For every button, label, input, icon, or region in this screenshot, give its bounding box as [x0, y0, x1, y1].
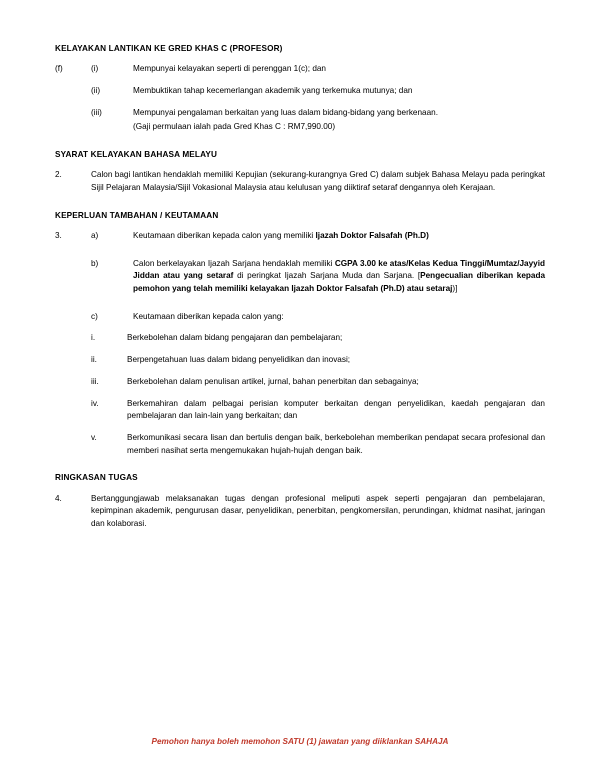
list-item-f-salary [55, 121, 545, 134]
list-marker-roman-i: i. [91, 333, 96, 343]
section-heading-gred-khas-c: KELAYAKAN LANTIKAN KE GRED KHAS C (PROFESOR) [55, 44, 283, 53]
section-heading-bahasa-melayu: SYARAT KELAYAKAN BAHASA MELAYU [55, 150, 218, 160]
clause-2 [55, 169, 545, 194]
list-marker-roman-iv: iv. [91, 398, 99, 408]
list-marker-iii: (iii) [91, 107, 102, 117]
footer-note: Pemohon hanya boleh memohon SATU (1) jawatan yang diiklankan SAHAJA [151, 737, 449, 746]
list-marker-c: c) [91, 311, 98, 321]
list-text-3c-v: Berkomunikasi secara lisan dan bertulis dengan baik, berkebolehan memberikan pendapat secara profesional dan memberi nasihat serta mengemukakan hujah-hujah dengan baik. [127, 433, 545, 455]
list-item-f-i [55, 63, 545, 76]
list-marker-f: (f) [55, 64, 63, 74]
clause-4 [55, 493, 545, 531]
list-marker-i: (i) [91, 64, 99, 74]
clause-text-3c: Keutamaan diberikan kepada calon yang: [133, 311, 284, 321]
clause-3b-text-1: Calon berkelayakan Ijazah Sarjana hendaklah memiliki [133, 258, 335, 268]
list-text-f-ii: Membuktikan tahap kecemerlangan akademik yang terkemuka mutunya; dan [133, 85, 413, 95]
clause-3a [55, 230, 545, 243]
list-marker-ii: (ii) [91, 85, 101, 95]
clause-3b-text-3: )] [452, 284, 458, 294]
clause-3a-text-1: Keutamaan diberikan kepada calon yang memiliki [133, 230, 316, 240]
clause-3b-bold-1: CGPA 3.00 ke atas/Kelas Kedua Tinggi/Mumtaz/Jayyid Jiddan atau yang setaraf [133, 258, 545, 281]
clause-text-3b [133, 258, 545, 296]
list-item-3c-iii [55, 376, 545, 389]
list-item-3c-iv [55, 398, 545, 423]
clause-number-4: 4. [55, 493, 62, 503]
clause-number-3: 3. [55, 230, 62, 240]
clause-3b-bold-2: Pengecualian diberikan kepada pemohon yang telah memiliki kelayakan Ijazah Doktor Falsafah (Ph.D) atau setaraj [133, 271, 546, 294]
clause-text-2: Calon bagi lantikan hendaklah memiliki Kepujian (sekurang-kurangnya Gred C) dalam subjek Bahasa Melayu pada peringkat Sijil Pelajaran Malaysia/Sijil Vokasional Malaysia atau kelulusan yang diiktiraf setaraf dengannya oleh Kerajaan. [91, 170, 545, 193]
list-item-3c-ii [55, 354, 545, 367]
list-item-3c-i [55, 332, 545, 345]
salary-note: (Gaji permulaan ialah pada Gred Khas C : RM7,990.00) [133, 122, 336, 132]
list-text-3c-iii: Berkebolehan dalam penulisan artikel, jurnal, bahan penerbitan dan sebagainya; [127, 376, 419, 386]
list-item-3c-v [55, 432, 545, 457]
list-item-f-ii [55, 85, 545, 98]
clause-number-2: 2. [55, 170, 62, 180]
list-text-3c-iv: Berkemahiran dalam pelbagai perisian komputer berkaitan dengan penyelidikan, kaedah pengajaran dan pembelajaran dan lain-lain yang berkaitan; dan [127, 398, 545, 421]
clause-3b-text-2: di peringkat Ijazah Sarjana Muda dan Sarjana. [ [233, 271, 421, 281]
clause-3a-bold-1: Ijazah Doktor Falsafah (Ph.D) [315, 230, 429, 240]
list-marker-roman-ii: ii. [91, 355, 97, 365]
list-marker-roman-iii: iii. [91, 376, 99, 386]
list-marker-b: b) [91, 258, 99, 268]
list-text-3c-i: Berkebolehan dalam bidang pengajaran dan pembelajaran; [127, 333, 343, 343]
clause-3c [55, 311, 545, 324]
list-text-3c-ii: Berpengetahuan luas dalam bidang penyelidikan dan inovasi; [127, 355, 351, 365]
clause-text-4: Bertanggungjawab melaksanakan tugas dengan profesional meliputi aspek seperti pengajaran dan pembelajaran, kepimpinan akademik, pengurusan dasar, penyelidikan, penerbitan, pengkomersilan, perundingan, khidmat nasihat, jaringan dan kolaborasi. [91, 493, 545, 529]
list-text-f-iii: Mempunyai pengalaman berkaitan yang luas dalam bidang-bidang yang berkenaan. [133, 107, 438, 117]
section-heading-keperluan-tambahan: KEPERLUAN TAMBAHAN / KEUTAMAAN [55, 210, 219, 220]
section-heading-ringkasan-tugas: RINGKASAN TUGAS [55, 473, 138, 483]
list-text-f-i: Mempunyai kelayakan seperti di perenggan 1(c); dan [133, 64, 326, 74]
list-marker-a: a) [91, 230, 99, 240]
clause-text-3a [133, 230, 545, 243]
list-item-f-iii [55, 107, 545, 120]
clause-3b [55, 258, 545, 296]
list-marker-roman-v: v. [91, 433, 97, 442]
